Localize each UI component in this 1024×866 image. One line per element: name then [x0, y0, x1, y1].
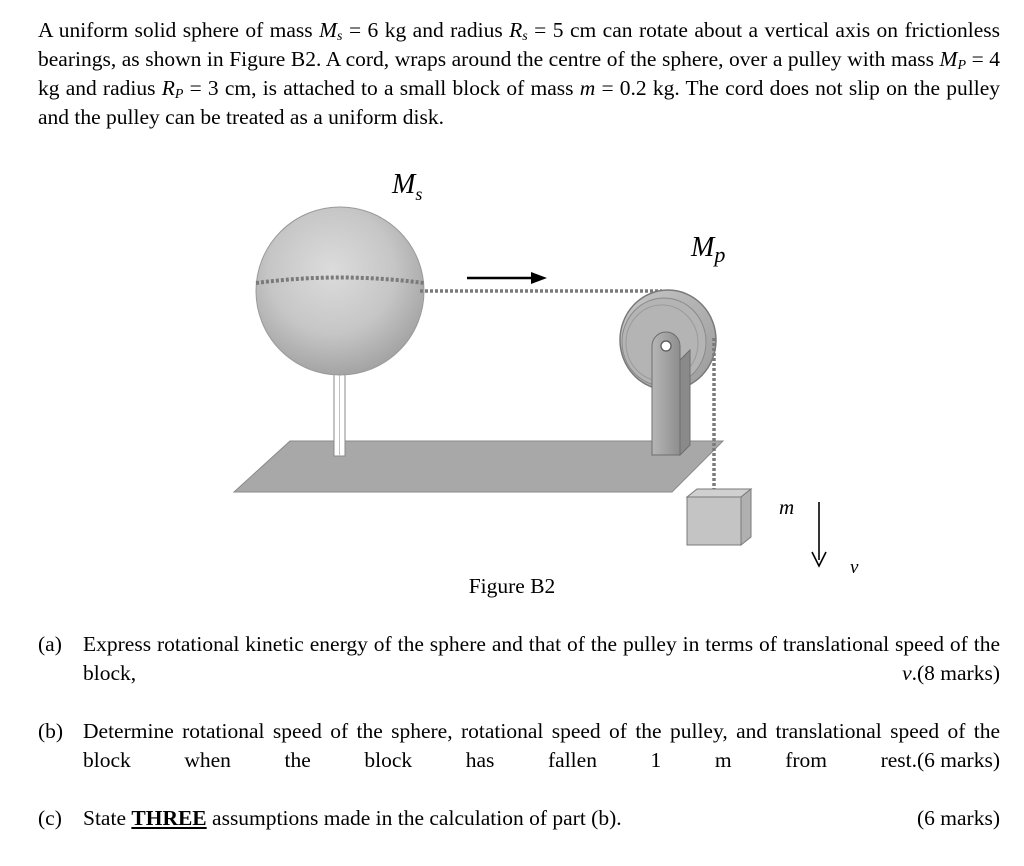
label-velocity: v	[850, 557, 859, 578]
marks: (6 marks)	[917, 806, 1000, 830]
label-block-mass: m	[779, 495, 795, 519]
intro-text-3: = 5 cm can rotate about a vertical axis on frictionless bearings, as shown in Figure B2. A cord, wraps around the centre of the sphere, over a pulley with mass	[38, 18, 1000, 71]
problem-statement: A uniform solid sphere of mass $M_s = 6$ kg and radius $R_s = 5$ cm can rotate about a vertical axis on frictionless bearings, as shown in Figure B2. A cord, wraps around the centre of the sphere, over a pulley with mass $M_P = 4$ kg and radius $R_P = 3$ cm, is attached to a small block of mass m = 0.2 kg. The cord does not slip on the pulley and the pulley can be treated as a uniform disk.	[38, 18, 1001, 129]
question-label: (c)	[38, 806, 62, 830]
emphasis: THREE	[131, 806, 207, 830]
intro-text-2: = 6 kg and radius	[342, 18, 510, 42]
label-pulley-mass: $M_p$	[691, 232, 726, 267]
intro-text-4: = 4 kg and radius	[38, 47, 1000, 100]
question-c	[38, 804, 1000, 833]
block	[687, 489, 751, 545]
question-a	[38, 630, 1000, 688]
question-text: State THREE assumptions made in the calculation of part (b). (6 marks)	[83, 804, 1000, 833]
direction-arrow	[467, 272, 547, 284]
marks: (8 marks)	[917, 661, 1000, 685]
sphere	[256, 207, 424, 375]
question-b	[38, 717, 1000, 775]
intro-text-1: A uniform solid sphere of mass	[38, 18, 320, 42]
velocity-arrow	[812, 502, 826, 566]
question-text: Determine rotational speed of the sphere, rotational speed of the pulley, and translational speed of the block when the block has fallen 1 m from rest. (6 marks)	[83, 717, 1000, 775]
question-label: (a)	[38, 632, 62, 656]
question-label: (b)	[38, 719, 64, 743]
marks: (6 marks)	[917, 748, 1000, 772]
label-sphere-mass: $M_s$	[392, 169, 423, 204]
intro-text-5: = 3 cm, is attached to a small block of mass	[183, 76, 580, 100]
base-board	[234, 441, 723, 492]
sphere-axle	[334, 362, 345, 456]
question-text: Express rotational kinetic energy of the sphere and that of the pulley in terms of translational speed of the block, v. (8 marks)	[83, 630, 1000, 688]
intro-text-6: = 0.2 kg. The cord does not slip on the pulley and the pulley can be treated as a uniform disk.	[38, 76, 1001, 129]
figure-caption: Figure B2	[468, 574, 556, 598]
